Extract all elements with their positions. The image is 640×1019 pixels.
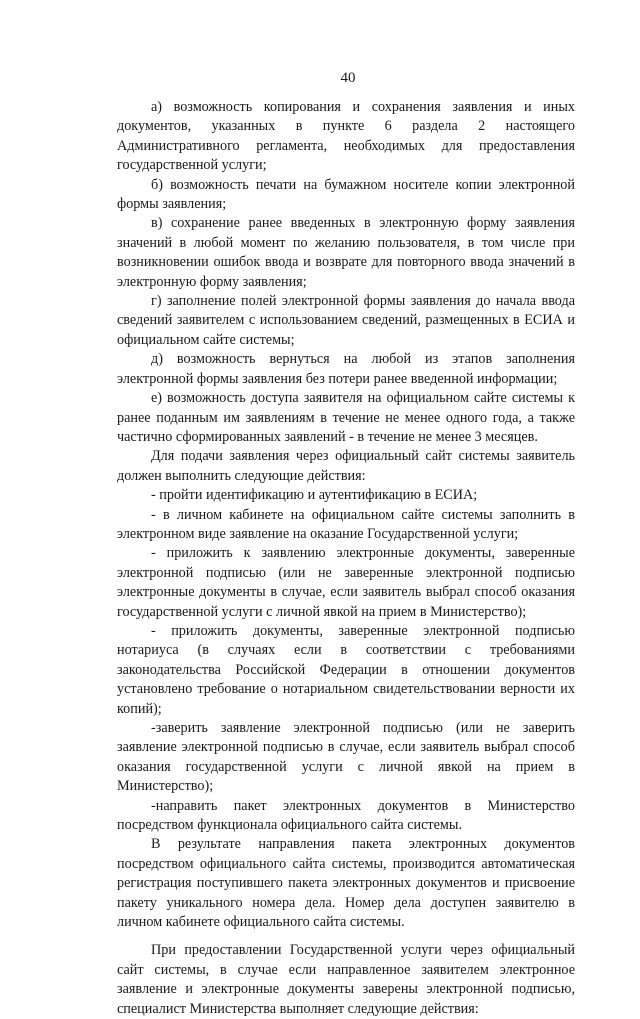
paragraph-step-send: -направить пакет электронных документов в Министерство посредством функционала официального сайта системы.: [117, 797, 575, 834]
paragraph-step-sign: -заверить заявление электронной подписью (или не заверить заявление электронной подписью в случае, если заявитель выбрал способ оказания государственной услуги с личной явкой на прием в Министерство);: [117, 720, 575, 795]
document-body: [117, 98, 575, 1019]
paragraph-v: в) сохранение ранее введенных в электронную форму заявления значений в любой момент по желанию пользователя, в том числе при возникновении ошибок ввода и возврате для повторного ввода значений в электронную форму заявления;: [117, 215, 575, 290]
paragraph-e: е) возможность доступа заявителя на официальном сайте системы к ранее поданным им заявлениям в течение не менее одного года, а также частично сформированных заявлений - в течение не менее 3 месяцев.: [117, 390, 575, 445]
paragraph-b: б) возможность печати на бумажном носителе копии электронной формы заявления;: [117, 176, 575, 213]
paragraph-g: г) заполнение полей электронной формы заявления до начала ввода сведений заявителем с использованием сведений, размещенных в ЕСИА и официальном сайте системы;: [117, 293, 575, 348]
paragraph-result: В результате направления пакета электронных документов посредством официального сайта системы, производится автоматическая регистрация поступившего пакета электронных документов и присвоение пакету уникального номера дела. Номер дела доступен заявителю в личном кабинете официального сайта системы.: [117, 836, 575, 931]
paragraph-submission-intro: Для подачи заявления через официальный сайт системы заявитель должен выполнить следующие действия:: [117, 448, 575, 484]
paragraph-step-fill-form: - в личном кабинете на официальном сайте системы заполнить в электронном виде заявление на оказание Государственной услуги;: [117, 506, 575, 542]
paragraph-step-identification: - пройти идентификацию и аутентификацию в ЕСИА;: [151, 487, 478, 504]
paragraph-specialist-actions: При предоставлении Государственной услуги через официальный сайт системы, в случае если направленное заявителем электронное заявление и электронные документы заверены электронной подписью, специалист Министерства выполняет следующие действия:: [117, 942, 575, 1017]
paragraph-d: д) возможность вернуться на любой из этапов заполнения электронной формы заявления без потери ранее введенной информации;: [117, 351, 575, 387]
paragraph-step-attach-notarized: - приложить документы, заверенные электронной подписью нотариуса (в случаях если в соответствии с требованиями законодательства Российской Федерации в отношении документов установлено требование о нотариальном свидетельствовании верности их копий);: [117, 622, 575, 717]
paragraph-a: а) возможность копирования и сохранения заявления и иных документов, указанных в пункте 6 раздела 2 настоящего Административного регламента, необходимых для предоставления государственной услуги;: [117, 99, 575, 174]
paragraph-step-attach-documents: - приложить к заявлению электронные документы, заверенные электронной подписью (или не заверенные электронной подписью электронные документы в случае, если заявитель выбрал способ оказания государственной услуги с личной явкой на прием в Министерство);: [117, 545, 575, 620]
page-number: 40: [340, 70, 356, 86]
